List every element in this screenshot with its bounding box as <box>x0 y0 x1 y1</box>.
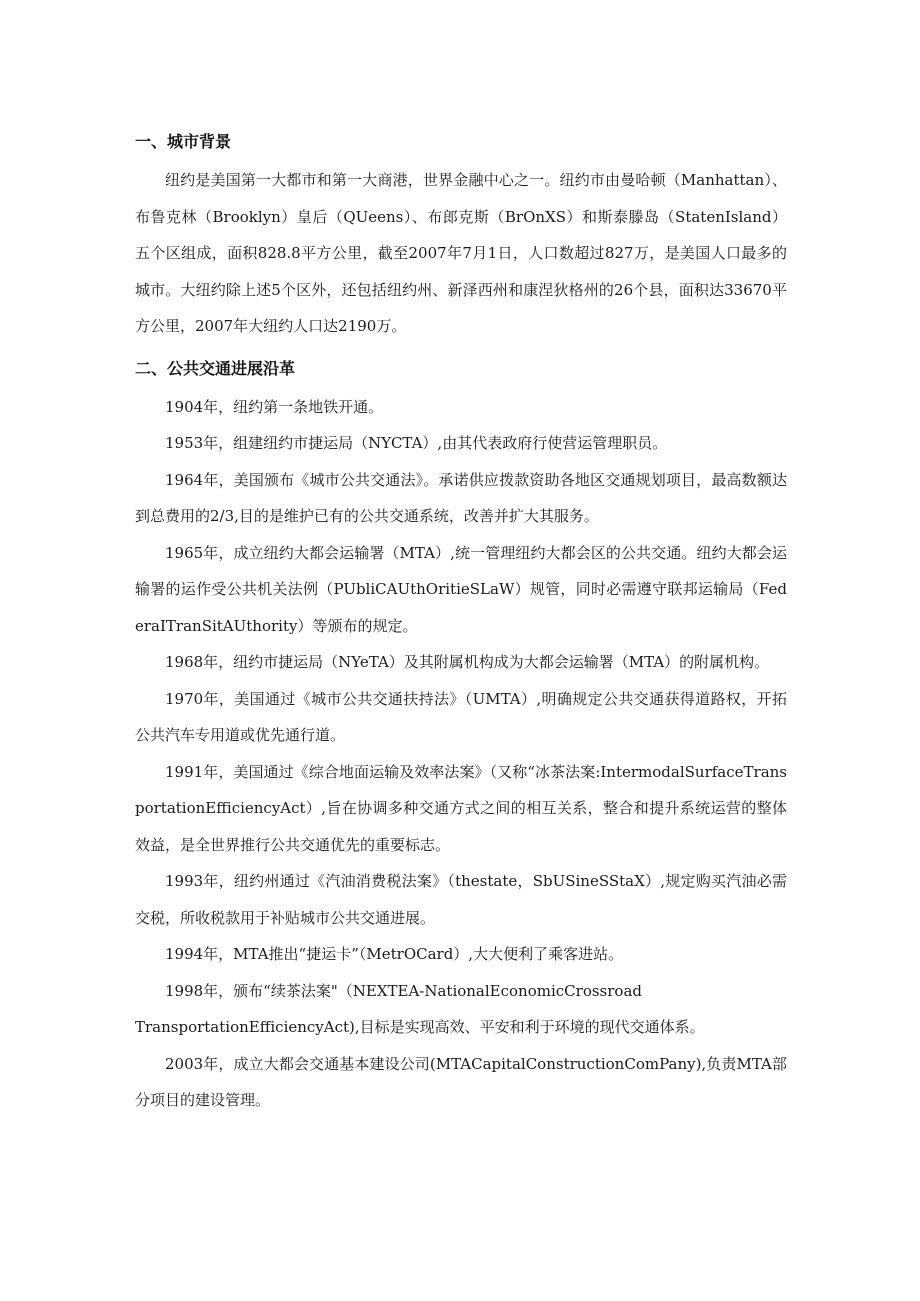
paragraph-1953: 1953年，组建纽约市捷运局（NYCTA）,由其代表政府行使营运管理职员。 <box>165 434 668 452</box>
paragraph-2003: 2003年，成立大都会交通基本建设公司(MTACapitalConstructionComPany),负责MTA部分项目的建设管理。 <box>135 1054 787 1109</box>
paragraph-1904: 1904年，纽约第一条地铁开通。 <box>165 397 384 416</box>
paragraph-1994: 1994年，MTA推出“捷运卡”（MetrOCard）,大大便利了乘客进站。 <box>165 945 624 963</box>
paragraph-1998: 1998年，颁布“续茶法案"（NEXTEA-NationalEconomicCrossroad <box>165 981 642 1000</box>
section-heading-transit-history: 二、公共交通进展沿革 <box>135 358 296 378</box>
paragraph-1965: 1965年，成立纽约大都会运输署（MTA）,统一管理纽约大都会区的公共交通。纽约大都会运输署的运作受公共机关法例（PUbliCAUthOritieSLaW）规管，同时必需遵守联邦运输局（FederaITranSitAUthority）等颁布的规定。 <box>135 543 787 635</box>
paragraph-1964: 1964年，美国颁布《城市公共交通法》。承诺供应拨款资助各地区交通规划项目，最高数额达到总费用的2/3,目的是维护已有的公共交通系统，改善并扩大其服务。 <box>135 470 787 525</box>
paragraph-1968: 1968年，纽约市捷运局（NYeTA）及其附属机构成为大都会运输署（MTA）的附属机构。 <box>165 653 770 671</box>
paragraph-1998-continued: TransportationEfficiencyAct),目标是实现高效、平安和利于环境的现代交通体系。 <box>135 1018 705 1036</box>
paragraph-city-background: 纽约是美国第一大都市和第一大商港，世界金融中心之一。纽约市由曼哈顿（Manhattan）、布鲁克林（Brooklyn）皇后（QUeens）、布郎克斯（BrOnXS）和斯泰滕岛（StatenIsland）五个区组成，面积828.8平方公里，截至2007年7月1日，人口数超过827万，是美国人口最多的城市。大纽约除上述5个区外，还包括纽约州、新泽西州和康涅狄格州的26个县，面积达33670平方公里，2007年大纽约人口达2190万。 <box>135 171 787 335</box>
paragraph-1970: 1970年，美国通过《城市公共交通扶持法》（UMTA）,明确规定公共交通获得道路权，开拓公共汽车专用道或优先通行道。 <box>135 689 787 744</box>
document-page <box>135 128 787 1119</box>
paragraph-1993: 1993年，纽约州通过《汽油消费税法案》（thestate，SbUSineSStaX）,规定购买汽油必需交税，所收税款用于补贴城市公共交通进展。 <box>135 872 787 927</box>
section-heading-city-background: 一、城市背景 <box>135 132 232 151</box>
paragraph-1991: 1991年，美国通过《综合地面运输及效率法案》（又称“冰茶法案:IntermodalSurfaceTransportationEfficiencyAct）,旨在协调多种交通方式之间的相互关系，整合和提升系统运营的整体效益，是全世界推行公共交通优先的重要标志。 <box>135 762 787 854</box>
